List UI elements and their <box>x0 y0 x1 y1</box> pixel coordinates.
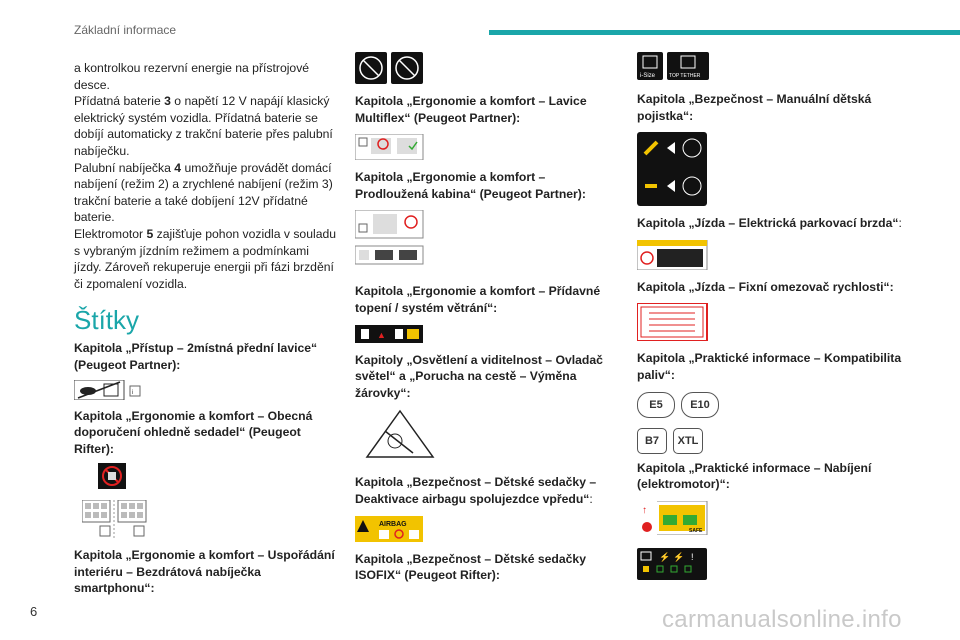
paragraph: Palubní nabíječka 4 umožňuje provádět domácí nabíjení (režim 2) a zrychlené nabíjení (režim 3) trakční baterie a také dobíjení 12V přídatné baterie. <box>74 160 333 225</box>
seat-arrangement-label <box>82 500 152 538</box>
caption: Kapitola „Bezpečnost – Dětské sedačky ISOFIX“ (Peugeot Rifter): <box>355 551 586 583</box>
svg-text:↑: ↑ <box>642 504 647 516</box>
svg-text:TOP TETHER: TOP TETHER <box>669 73 701 79</box>
fuel-badge-e5: E5 <box>637 392 675 418</box>
fuel-badges-row <box>637 428 902 454</box>
paragraph: a kontrolkou rezervní energie na přístrojové desce. <box>74 61 310 92</box>
fuel-badge-e10: E10 <box>681 392 719 418</box>
seat-bench-warning-label <box>74 380 144 400</box>
caption: Kapitola „Jízda – Fixní omezovač rychlosti“: <box>637 279 894 294</box>
caption: Kapitola „Jízda – Elektrická parkovací brzda“: <box>637 216 902 231</box>
label-block <box>98 463 339 494</box>
caption: Kapitola „Ergonomie a komfort – Přídavné topení / systém větrání“: <box>355 284 601 315</box>
header-accent-bar <box>489 30 960 35</box>
column-2 <box>355 52 620 592</box>
auxiliary-heating-label <box>355 325 425 343</box>
charging-indicator-label <box>637 548 709 580</box>
svg-text:⚡: ⚡ <box>659 551 671 562</box>
fuel-badge-xtl: XTL <box>673 428 703 454</box>
caption: Kapitola „Ergonomie a komfort – Obecná doporučení ohledně sedadel“ (Peugeot Rifter): <box>74 408 313 456</box>
caption: Kapitoly „Osvětlení a viditelnost – Ovladač světel“ a „Porucha na cestě – Výměna žárovky“: <box>355 352 603 400</box>
column-3 <box>637 52 902 585</box>
lighting-warning-label <box>365 409 435 459</box>
child-lock-label <box>637 132 707 206</box>
column-1 <box>74 60 339 605</box>
speed-limiter-label <box>637 303 709 341</box>
svg-text:▲: ▲ <box>377 329 386 340</box>
svg-text:AIRBAG: AIRBAG <box>379 520 407 528</box>
extended-cab-label <box>355 134 425 160</box>
seat-prohibition-label <box>98 463 126 489</box>
caption: Kapitola „Praktické informace – Kompatibilita paliv“: <box>637 351 902 382</box>
svg-text:i-Size: i-Size <box>640 73 656 79</box>
caption: Kapitola „Praktické informace – Nabíjení (elektromotor)“: <box>637 460 872 492</box>
caption: Kapitola „Bezpečnost – Manuální dětská pojistka“: <box>637 92 872 123</box>
paragraph: Elektromotor 5 zajišťuje pohon vozidla v souladu s vybraným jízdním režimem a podmínkami jízdy. Zároveň rekuperuje energii při fázi brzdění či zpomalení vozidla. <box>74 226 337 291</box>
label-block <box>82 500 339 543</box>
label-row <box>74 380 339 400</box>
svg-text:SAFE: SAFE <box>689 527 703 534</box>
charging-label <box>637 501 709 535</box>
multiflex-bench-label <box>355 52 425 84</box>
watermark: carmanualsonline.info <box>662 606 902 633</box>
fuel-badge-b7: B7 <box>637 428 667 454</box>
svg-text:⚡: ⚡ <box>673 551 685 562</box>
parking-brake-label <box>637 240 709 270</box>
paragraph: Přídatná baterie 3 o napětí 12 V napájí klasický elektrický systém vozidla. Přídatná baterie se dobíjí automaticky z trakční baterie přes palubní nabíječku. <box>74 94 333 158</box>
airbag-deactivation-label <box>355 516 425 542</box>
caption: Kapitola „Ergonomie a komfort – Lavice Multiflex“ (Peugeot Partner): <box>355 94 587 125</box>
caption: Kapitola „Bezpečnost – Dětské sedačky – Deaktivace airbagu spolujezdce vpředu“: <box>355 475 597 506</box>
fuel-badges-row <box>637 392 902 418</box>
caption: Kapitola „Ergonomie a komfort – Prodloužená kabina“ (Peugeot Partner): <box>355 170 586 201</box>
caption: Kapitola „Přístup – 2místná přední lavice“ (Peugeot Partner): <box>74 341 318 372</box>
svg-text:!: ! <box>691 551 694 562</box>
caption: Kapitola „Ergonomie a komfort – Uspořádání interiéru – Bezdrátová nabíječka smartphonu“: <box>74 548 335 596</box>
svg-text:i: i <box>132 389 134 396</box>
running-header: Základní informace <box>74 23 177 37</box>
extended-cab-labels <box>355 210 425 274</box>
section-heading: Štítky <box>74 305 140 336</box>
isofix-labels <box>637 52 711 82</box>
page-number: 6 <box>30 604 38 619</box>
